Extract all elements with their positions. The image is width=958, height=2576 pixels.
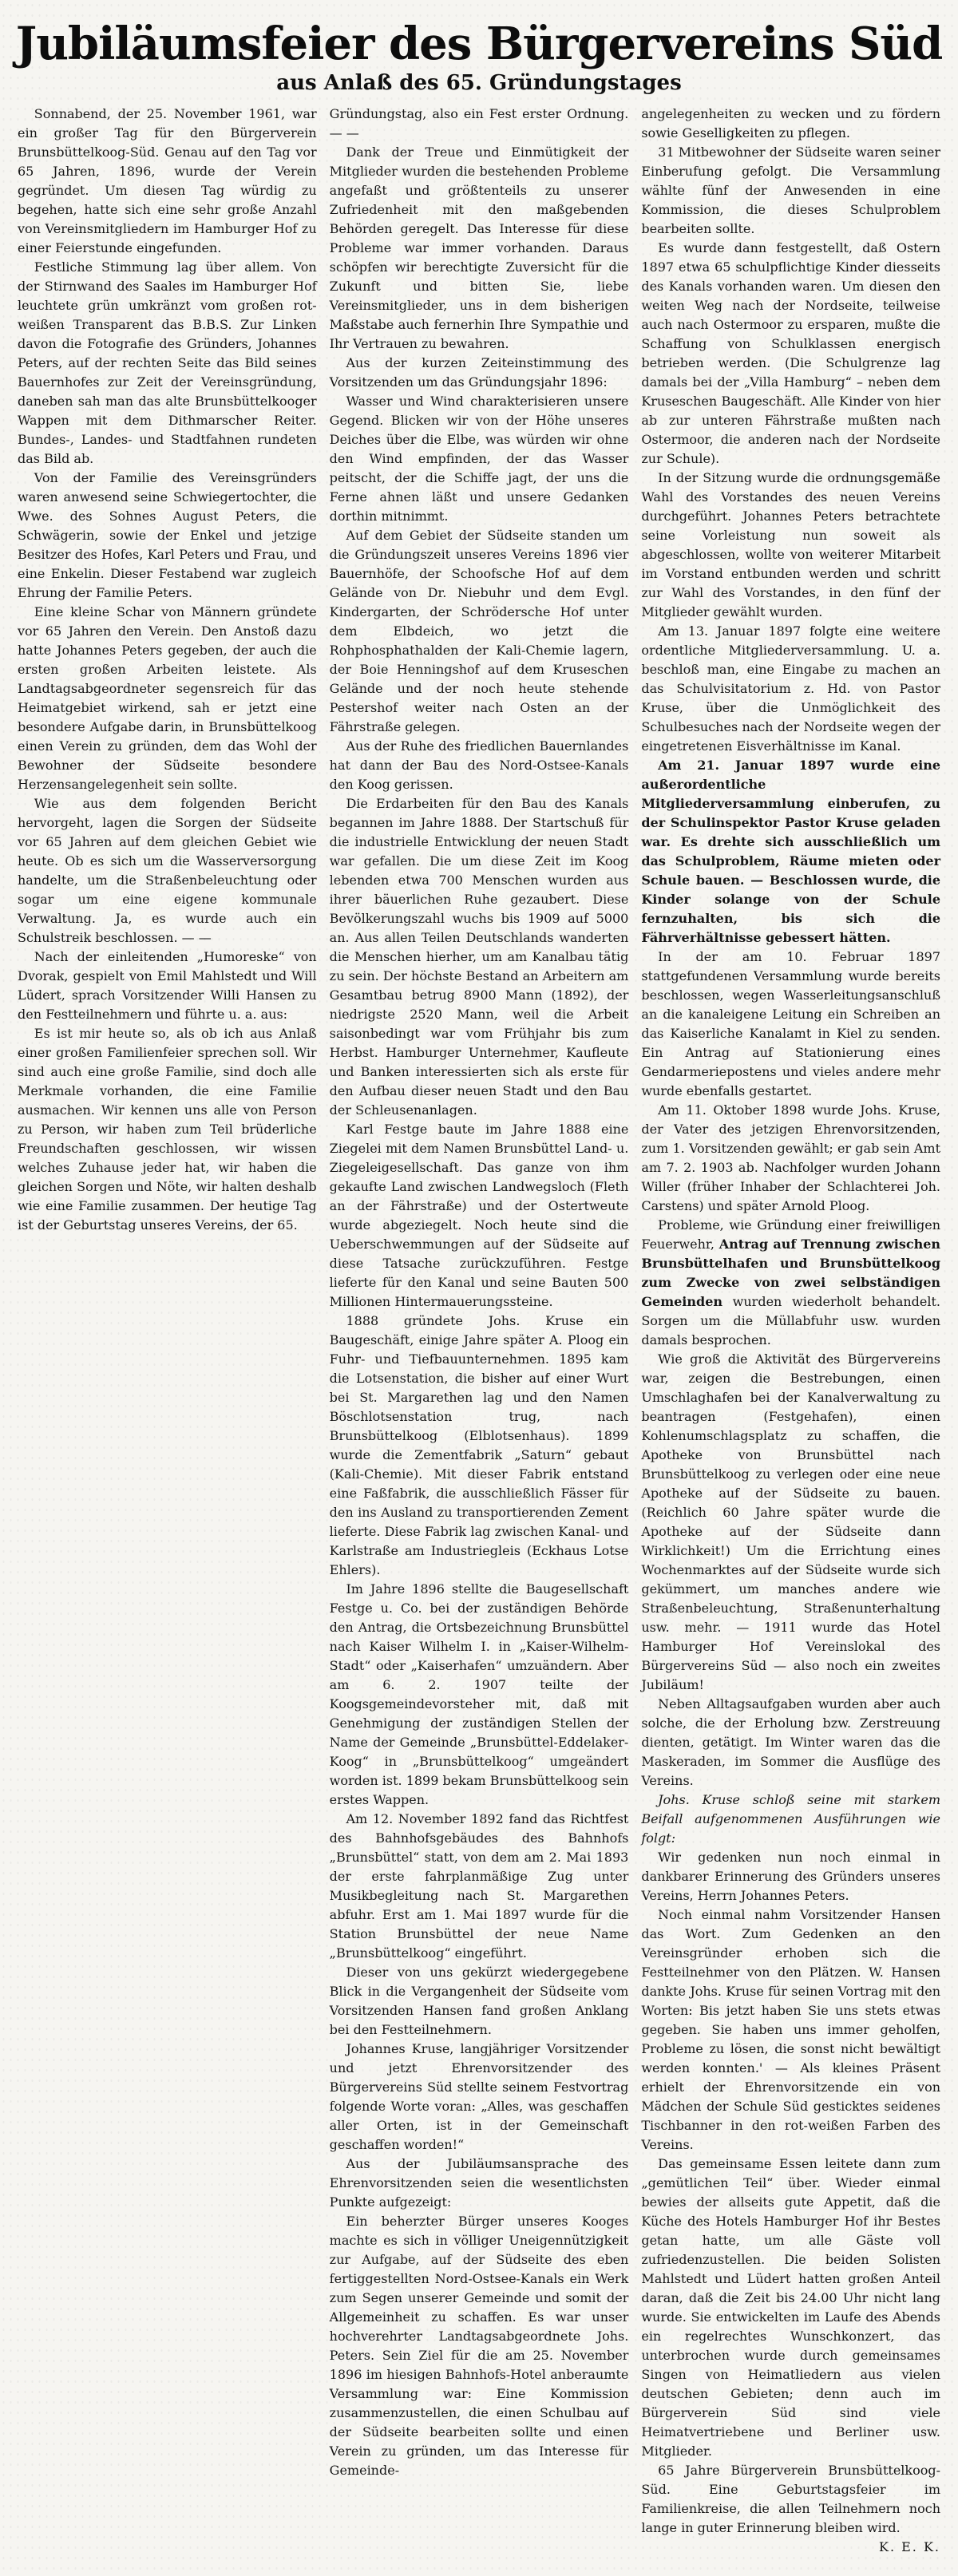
article-headline: Jubiläumsfeier des Bürgervereins Süd bbox=[15, 18, 943, 70]
paragraph: Sonnabend, der 25. November 1961, war ein großer Tag für den Bürgerverein Brunsbüttelkoog-Süd. Genau auf den Tag vor 65 Jahren, 1896, wurde der Verein gegründet. Um diesen Tag würdig zu begehen, hatte sich eine sehr große Anzahl von Vereinsmitgliedern im Hamburger Hof zu einer Feierstunde eingefunden. bbox=[18, 105, 317, 255]
paragraph: Noch einmal nahm Vorsitzender Hansen das Wort. Zum Gedenken an den Vereinsgründer erhoben sich die Festteilnehmer von den Plätzen. W. Hansen dankte Johs. Kruse für seinen Vortrag mit den Worten: Bis jetzt haben Sie uns stets etwas gegeben. Sie haben uns immer geholfen, Probleme zu lösen, die sonst nicht bewältigt werden konnten.' — Als kleines Präsent erhielt der Ehrenvorsitzende ein von Mädchen der Schule Süd gesticktes seidenes Tischbanner in den rot-weißen Farben des Vereins. bbox=[641, 1906, 941, 2152]
paragraph: Dieser von uns gekürzt wiedergegebene Blick in die Vergangenheit der Südseite vom Vorsitzenden Hansen fand großen Anklang bei den Festteilnehmern. bbox=[329, 1964, 629, 2037]
paragraph: Die Erdarbeiten für den Bau des Kanals begannen im Jahre 1888. Der Startschuß für die industrielle Entwicklung der neuen Stadt war gefallen. Die um diese Zeit im Koog lebenden etwa 700 Menschen wurden aus ihrer bäuerlichen Ruhe gezaubert. Diese Bevölkerungszahl wuchs bis 1909 auf 5000 an. Aus allen Teilen Deutschlands wanderten die Menschen hierher, um am Kanalbau tätig zu sein. Der höchste Bestand an Arbeitern am Gesamtbau betrug 8900 Mann (1892), der niedrigste 2520 Mann, weil die Arbeit saisonbedingt war vom Frühjahr bis zum Herbst. Hamburger Unternehmer, Kaufleute und Banken interessierten sich als erste für den Aufbau dieser neuen Stadt und den Bau der Schleusenanlagen. bbox=[329, 795, 629, 1118]
paragraph bbox=[641, 2461, 941, 2554]
paragraph: angelegenheiten zu wecken und zu fördern sowie Geselligkeiten zu pflegen. bbox=[641, 105, 941, 140]
column-2 bbox=[330, 105, 629, 2480]
paragraph: Johannes Kruse, langjähriger Vorsitzender und jetzt Ehrenvorsitzender des Bürgervereins Süd stellte seinem Festvortrag folgende Worte voran: „Alles, was geschaffen aller Orten, ist in der Gemeinschaft geschaffen worden!“ bbox=[329, 2040, 629, 2152]
paragraph: 1888 gründete Johs. Kruse ein Baugeschäft, einige Jahre später A. Ploog ein Fuhr- und Tiefbauunternehmen. 1895 kam die Lotsenstation, die bisher auf einer Wurt bei St. Margarethen lag und den Namen Böschlotsenstation trug, nach Brunsbüttelkoog (Elblotsenhaus). 1899 wurde die Zementfabrik „Saturn“ gebaut (Kali-Chemie). Mit dieser Fabrik entstand eine Faßfabrik, die ausschließlich Fässer für den ins Ausland zu transportierenden Zement lieferte. Diese Fabrik lag zwischen Kanal- und Karlstraße am Industriegleis (Eckhaus Lotse Ehlers). bbox=[329, 1312, 629, 1577]
paragraph: Neben Alltagsaufgaben wurden aber auch solche, die der Erholung bzw. Zerstreuung dienten, getätigt. Im Winter waren das die Maskeraden, im Sommer die Ausflüge des Vereins. bbox=[641, 1696, 941, 1788]
paragraph: Wie aus dem folgenden Bericht hervorgeht, lagen die Sorgen der Südseite vor 65 Jahren auf dem gleichen Gebiet wie heute. Ob es sich um die Wasserversorgung handelte, um die Straßenbeleuchtung oder sogar um eine eigene kommunale Verwaltung. Ja, es wurde auch ein Schulstreik beschlossen. — — bbox=[18, 795, 317, 945]
paragraph: Das gemeinsame Essen leitete dann zum „gemütlichen Teil“ über. Wieder einmal bewies der allseits gute Appetit, daß die Küche des Hotels Hamburger Hof ihr Bestes getan hatte, um alle Gäste voll zufriedenzustellen. Die beiden Solisten Mahlstedt und Lüdert hatten großen Anteil daran, daß die Zeit bis 24.00 Uhr nicht lang wurde. Sie entwickelten im Laufe des Abends ein regelrechtes Wunschkonzert, das unterbrochen wurde durch gemeinsames Singen von Heimatliedern aus vielen deutschen Gebieten; denn auch im Bürgerverein Süd sind viele Heimatvertriebene und Berliner usw. Mitglieder. bbox=[641, 2155, 941, 2459]
paragraph: Festliche Stimmung lag über allem. Von der Stirnwand des Saales im Hamburger Hof leuchtete grün umkränzt vom großen rot-weißen Transparent das B.B.S. Zur Linken davon die Fotografie des Gründers, Johannes Peters, auf der rechten Seite das Bild seines Bauernhofes zur Zeit der Vereinsgründung, daneben sah man das alte Brunsbüttelkooger Wappen mit dem Dithmarscher Reiter. Bundes-, Landes- und Stadtfahnen rundeten das Bild ab. bbox=[18, 259, 317, 466]
paragraph: Dank der Treue und Einmütigkeit der Mitglieder wurden die bestehenden Probleme angefaßt und größtenteils zu unserer Zufriedenheit mit den maßgebenden Behörden geregelt. Das Interesse für diese Probleme war immer vorhanden. Daraus schöpfen wir berechtigte Zuversicht für die Zukunft und bitten Sie, liebe Vereinsmitglieder, uns in dem bisherigen Maßstabe auch fernerhin Ihre Sympathie und Ihr Vertrauen zu bewahren. bbox=[329, 144, 629, 351]
paragraph: Auf dem Gebiet der Südseite standen um die Gründungszeit unseres Vereins 1896 vier Bauernhöfe, der Schoofsche Hof auf dem Gelände von Dr. Niebuhr und dem Evgl. Kindergarten, der Schrödersche Hof unter dem Elbdeich, wo jetzt die Rohphosphathalden der Kali-Chemie lagern, der Boie Henningshof auf dem Kruseschen Gelände und der noch heute stehende Pestershof weiter nach Osten an der Fährstraße gelegen. bbox=[329, 527, 629, 734]
paragraph: Ein beherzter Bürger unseres Kooges machte es sich in völliger Uneigennützigkeit zur Aufgabe, auf der Südseite des eben fertiggestellten Nord-Ostsee-Kanals ein Werk zum Segen unserer Gemeinde und somit der Allgemeinheit zu schaffen. Es war unser hochverehrter Landtagsabgeordnete Johs. Peters. Sein Ziel für die am 25. November 1896 im hiesigen Bahnhofs-Hotel anberaumte Versammlung war: Eine Kommission zusammenzustellen, die einen Schulbau auf der Südseite bearbeiten sollte und einen Verein zu gründen, um das Interesse für Gemeinde- bbox=[329, 2213, 629, 2478]
paragraph: Es ist mir heute so, als ob ich aus Anlaß einer großen Familienfeier sprechen soll. Wir sind auch eine große Familie, sind doch alle Merkmale vorhanden, die eine Familie ausmachen. Wir kennen uns alle von Person zu Person, wir haben zum Teil brüderliche Freundschaften geschlossen, wir wissen welches Zuhause jeder hat, wir haben die gleichen Sorgen und Nöte, wir halten deshalb wie eine Familie zusammen. Der heutige Tag ist der Geburtstag unseres Vereins, der 65. bbox=[18, 1025, 317, 1233]
article-subtitle: aus Anlaß des 65. Gründungstages bbox=[276, 70, 682, 95]
paragraph: Aus der Jubiläumsansprache des Ehrenvorsitzenden seien die wesentlichsten Punkte aufgezeigt: bbox=[329, 2155, 629, 2210]
paragraph: Karl Festge baute im Jahre 1888 eine Ziegelei mit dem Namen Brunsbüttel Land- u. Ziegeleigesellschaft. Das ganze von ihm gekaufte Land zwischen Landwegsloch (Fleth an der Fährstraße) und der Ostertweute wurde abgeziegelt. Noch heute sind die Ueberschwemmungen auf der Südseite auf diese Tatsache zurückzuführen. Festge lieferte für den Kanal und seine Bauten 500 Millionen Hintermauerungssteine. bbox=[329, 1121, 629, 1309]
paragraph-segment: Antrag auf Trennung zwischen Brunsbüttelhafen und Brunsbüttelkoog zum Zwecke von zwei selbständigen Gemeinden bbox=[641, 1236, 941, 1309]
paragraph-segment: 65 Jahre Bürgerverein Brunsbüttelkoog-Süd. Eine Geburtstagsfeier im Familienkreise, die allen Teilnehmern noch lange in guter Erinnerung bleiben wird. bbox=[641, 2462, 941, 2535]
paragraph: Am 12. November 1892 fand das Richtfest des Bahnhofsgebäudes des Bahnhofs „Brunsbüttel“ statt, von dem am 2. Mai 1893 der erste fahrplanmäßige Zug unter Musikbegleitung nach St. Margarethen abfuhr. Erst am 1. Mai 1897 wurde für die Station Brunsbüttel der neue Name „Brunsbüttelkoog“ eingeführt. bbox=[329, 1810, 629, 1961]
paragraph: In der am 10. Februar 1897 stattgefundenen Versammlung wurde bereits beschlossen, wegen Wasserleitungsanschluß an die kanaleigene Leitung ein Schreiben an das Kaiserliche Kanalamt in Kiel zu senden. Ein Antrag auf Stationierung eines Gendarmeriepostens und vieles andere mehr wurde ebenfalls gestartet. bbox=[641, 948, 941, 1098]
column-3 bbox=[641, 105, 940, 2557]
paragraph: Eine kleine Schar von Männern gründete vor 65 Jahren den Verein. Den Anstoß dazu hatte Johannes Peters gegeben, der auch die ersten großen Arbeiten leistete. Als Landtagsabgeordneter segensreich für das Heimatgebiet wirkend, sah er jetzt eine besondere Aufgabe darin, in Brunsbüttelkoog einen Verein zu gründen, dem das Wohl der Bewohner der Südseite besondere Herzensangelegenheit sein sollte. bbox=[18, 603, 317, 792]
paragraph: Aus der kurzen Zeiteinstimmung des Vorsitzenden um das Gründungsjahr 1896: bbox=[329, 354, 629, 390]
paragraph: In der Sitzung wurde die ordnungsgemäße Wahl des Vorstandes des neuen Vereins durchgeführt. Johannes Peters betrachtete seine Vorleistung nun soweit als abgeschlossen, wollte von weiterer Mitarbeit im Vorstand entbunden werden und schritt zur Wahl des Vorstandes, in den fünf der Mitglieder gewählt wurden. bbox=[641, 469, 941, 619]
paragraph: 31 Mitbewohner der Südseite waren seiner Einberufung gefolgt. Die Versammlung wählte fünf der Anwesenden in eine Kommission, die dieses Schulproblem bearbeiten sollte. bbox=[641, 144, 941, 236]
paragraph: Am 11. Oktober 1898 wurde Johs. Kruse, der Vater des jetzigen Ehrenvorsitzenden, zum 1. Vorsitzenden gewählt; er gab sein Amt am 7. 2. 1903 ab. Nachfolger wurden Johann Willer (früher Inhaber der Schlachterei Joh. Carstens) und später Arnold Ploog. bbox=[641, 1102, 941, 1213]
paragraph: Von der Familie des Vereinsgründers waren anwesend seine Schwiegertochter, die Wwe. des Sohnes August Peters, die Schwägerin, sowie der Enkel und jetzige Besitzer des Hofes, Karl Peters und Frau, und eine Enkelin. Dieser Festabend war zugleich Ehrung der Familie Peters. bbox=[18, 469, 317, 600]
author-initials: K. E. K. bbox=[879, 2538, 941, 2554]
article-columns bbox=[13, 105, 945, 2557]
paragraph: Wie groß die Aktivität des Bürgervereins war, zeigen die Bestrebungen, einen Umschlaghafen bei der Kanalverwaltung zu beantragen (Festgehafen), einen Kohlenumschlagsplatz zu schaffen, die Apotheke von Brunsbüttel nach Brunsbüttelkoog zu verlegen oder eine neue Apotheke auf der Südseite zu bauen. (Reichlich 60 Jahre später wurde die Apotheke auf der Südseite dann Wirklichkeit!) Um die Errichtung eines Wochenmarktes auf der Südseite wurde sich gekümmert, um manches andere wie Straßenbeleuchtung, Straßenunterhaltung usw. mehr. — 1911 wurde das Hotel Hamburger Hof Vereinslokal des Bürgervereins Süd — also noch ein zweites Jubiläum! bbox=[641, 1351, 941, 1692]
paragraph: Am 13. Januar 1897 folgte eine weitere ordentliche Mitgliederversammlung. U. a. beschloß man, eine Eingabe zu machen an das Schulvisitatorium z. Hd. von Pastor Kruse, über die Unmöglichkeit des Schulbesuches nach der Nordseite wegen der eingetretenen Eisverhältnisse im Kanal. bbox=[641, 623, 941, 754]
paragraph: Wasser und Wind charakterisieren unsere Gegend. Blicken wir von der Höhe unseres Deiches über die Elbe, was würden wir ohne den Wind empfinden, der das Wasser peitscht, der die Schiffe jagt, der uns die Ferne ahnen läßt und unsere Gedanken dorthin mitnimmt. bbox=[329, 393, 629, 524]
paragraph-segment: Probleme, wie Gründung einer freiwilligen Feuerwehr, bbox=[641, 1217, 941, 1252]
paragraph bbox=[641, 1216, 940, 1350]
paragraph: Am 21. Januar 1897 wurde eine außerordentliche Mitgliederversammlung einberufen, zu der Schulinspektor Pastor Kruse geladen war. Es drehte sich ausschließlich um das Schulproblem, Räume mieten oder Schule bauen. — Beschlossen wurde, die Kinder solange von der Schule fernzuhalten, bis sich die Fährverhältnisse gebessert hätten. bbox=[641, 757, 941, 945]
paragraph: Gründungstag, also ein Fest erster Ordnung. — — bbox=[329, 105, 629, 140]
paragraph: Wir gedenken nun noch einmal in dankbarer Erinnerung des Gründers unseres Vereins, Herrn Johannes Peters. bbox=[641, 1849, 941, 1903]
paragraph: Es wurde dann festgestellt, daß Ostern 1897 etwa 65 schulpflichtige Kinder diesseits des Kanals vorhanden waren. Um diesen den weiten Weg nach der Nordseite, teilweise auch nach Ostermoor zu ersparen, mußte die Schaffung von Schulklassen energisch betrieben werden. (Die Schulgrenze lag damals bei der „Villa Hamburg“ – neben dem Kruseschen Baugeschäft. Alle Kinder von hier ab zur unteren Fährstraße mußten nach Ostermoor, die anderen nach der Nordseite zur Schule). bbox=[641, 239, 941, 466]
paragraph: Aus der Ruhe des friedlichen Bauernlandes hat dann der Bau des Nord-Ostsee-Kanals den Koog gerissen. bbox=[329, 738, 629, 792]
paragraph: Johs. Kruse schloß seine mit starkem Beifall aufgenommenen Ausführungen wie folgt: bbox=[641, 1791, 941, 1846]
paragraph: Im Jahre 1896 stellte die Baugesellschaft Festge u. Co. bei der zuständigen Behörde den Antrag, die Ortsbezeichnung Brunsbüttel nach Kaiser Wilhelm I. in „Kaiser-Wilhelm-Stadt“ oder „Kaiserhafen“ umzuändern. Aber am 6. 2. 1907 teilte der Koogsgemeindevorsteher mit, daß mit Genehmigung der zuständigen Stellen der Name der Gemeinde „Brunsbüttel-Eddelaker-Koog“ in „Brunsbüttelkoog“ umgeändert worden ist. 1899 bekam Brunsbüttelkoog sein erstes Wappen. bbox=[329, 1581, 629, 1807]
paragraph-segment: wurden wiederholt behandelt. Sorgen um die Müllabfuhr usw. wurden damals besprochen. bbox=[641, 1293, 941, 1347]
column-1 bbox=[18, 105, 317, 1235]
paragraph: Nach der einleitenden „Humoreske“ von Dvorak, gespielt von Emil Mahlstedt und Will Lüdert, sprach Vorsitzender Willi Hansen zu den Festteilnehmern und führte u. a. aus: bbox=[18, 948, 317, 1022]
